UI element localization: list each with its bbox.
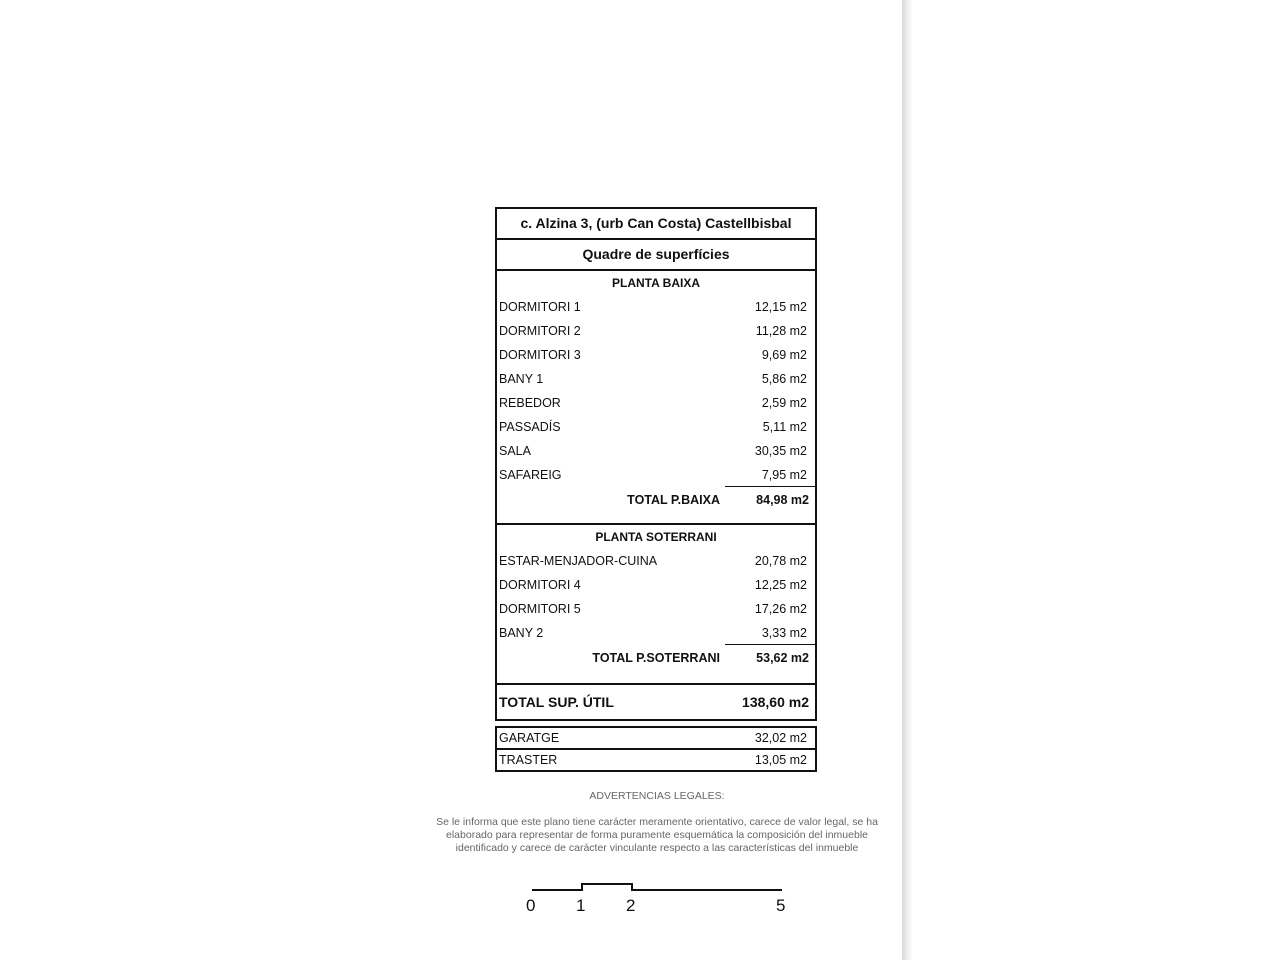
row-value: 9,69 m2 bbox=[761, 348, 807, 362]
section-planta-baixa bbox=[497, 271, 815, 525]
subtotal-label: TOTAL P.BAIXA bbox=[627, 493, 720, 507]
table-row bbox=[497, 439, 815, 463]
surface-table bbox=[495, 207, 817, 721]
row-label: DORMITORI 5 bbox=[499, 602, 581, 616]
row-value: 5,11 m2 bbox=[762, 420, 807, 434]
row-label: SALA bbox=[499, 444, 531, 458]
scale-label: 2 bbox=[626, 896, 636, 915]
row-label: GARATGE bbox=[499, 731, 560, 745]
grand-total-label: TOTAL SUP. ÚTIL bbox=[499, 694, 614, 710]
row-value: 11,28 m2 bbox=[755, 324, 807, 338]
table-row bbox=[497, 415, 815, 439]
table-row bbox=[497, 549, 815, 573]
table-row bbox=[497, 621, 815, 645]
table-row bbox=[497, 295, 815, 319]
table-row bbox=[497, 319, 815, 343]
row-label: REBEDOR bbox=[499, 396, 561, 410]
address-title: c. Alzina 3, (urb Can Costa) Castellbisbal bbox=[497, 209, 815, 240]
blank-area bbox=[912, 0, 1280, 960]
row-label: DORMITORI 1 bbox=[499, 300, 581, 314]
row-value: 12,25 m2 bbox=[754, 578, 807, 592]
scale-bar-line bbox=[532, 884, 782, 890]
scale-label: 0 bbox=[526, 896, 536, 915]
table-row bbox=[497, 728, 815, 750]
row-label: DORMITORI 4 bbox=[499, 578, 581, 592]
table-row bbox=[497, 750, 815, 770]
subtotal-value: 84,98 m2 bbox=[756, 493, 809, 507]
legal-title: ADVERTENCIAS LEGALES: bbox=[589, 790, 725, 802]
row-value: 12,15 m2 bbox=[754, 300, 807, 314]
subtotal-row bbox=[497, 645, 815, 671]
row-value: 5,86 m2 bbox=[761, 372, 807, 386]
table-row bbox=[497, 573, 815, 597]
subtotal-value: 53,62 m2 bbox=[756, 651, 809, 665]
divider bbox=[497, 671, 815, 685]
row-value: 3,33 m2 bbox=[761, 626, 807, 640]
table-row bbox=[497, 343, 815, 367]
row-label: BANY 1 bbox=[499, 372, 544, 386]
row-value: 20,78 m2 bbox=[754, 554, 807, 568]
row-label: BANY 2 bbox=[499, 626, 544, 640]
section-planta-soterrani bbox=[497, 525, 815, 685]
table-row bbox=[497, 463, 815, 487]
row-label: ESTAR-MENJADOR-CUINA bbox=[499, 554, 658, 568]
row-label: DORMITORI 3 bbox=[499, 348, 581, 362]
row-label: DORMITORI 2 bbox=[499, 324, 581, 338]
section-heading: PLANTA BAIXA bbox=[612, 276, 700, 290]
table-row bbox=[497, 597, 815, 621]
extras-table bbox=[495, 726, 817, 772]
row-value: 32,02 m2 bbox=[754, 731, 807, 745]
table-row bbox=[497, 391, 815, 415]
legal-text: Se le informa que este plano tiene carácter meramente orientativo, carece de valor legal, se ha elaborado para representar de forma puramente esquemática la composición del inmueble identificado y carece de carácter vinculante respecto a las características del inmueble bbox=[436, 816, 878, 854]
scale-label: 1 bbox=[576, 896, 586, 915]
row-value: 2,59 m2 bbox=[761, 396, 807, 410]
subtotal-row bbox=[497, 487, 815, 513]
row-label: TRASTER bbox=[499, 753, 558, 767]
table-row bbox=[497, 367, 815, 391]
row-label: PASSADÍS bbox=[499, 420, 561, 434]
row-label: SAFAREIG bbox=[499, 468, 562, 482]
scale-label: 5 bbox=[776, 896, 786, 915]
subtotal-label: TOTAL P.SOTERRANI bbox=[592, 651, 720, 665]
table-subtitle: Quadre de superfícies bbox=[497, 240, 815, 271]
row-value: 17,26 m2 bbox=[754, 602, 807, 616]
row-value: 13,05 m2 bbox=[754, 753, 807, 767]
scale-bar bbox=[520, 878, 800, 918]
row-value: 7,95 m2 bbox=[761, 468, 807, 482]
section-heading: PLANTA SOTERRANI bbox=[595, 530, 717, 544]
page-edge-shadow bbox=[902, 0, 912, 960]
grand-total-value: 138,60 m2 bbox=[742, 694, 809, 710]
grand-total-row bbox=[497, 685, 815, 719]
row-value: 30,35 m2 bbox=[754, 444, 807, 458]
